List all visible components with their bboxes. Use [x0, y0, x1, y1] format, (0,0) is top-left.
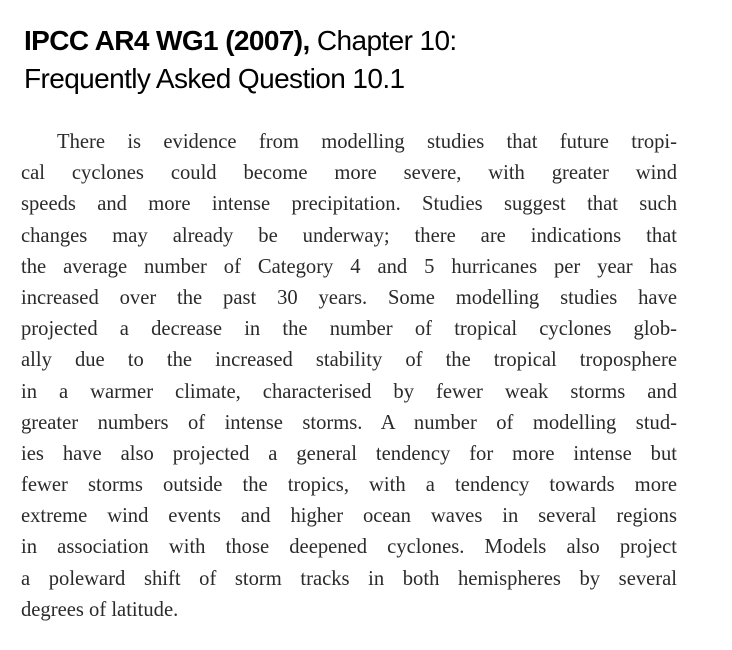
- paragraph-line: fewer storms outside the tropics, with a tendency towards more: [21, 474, 677, 497]
- title-chapter: Chapter 10:: [309, 25, 457, 56]
- paragraph-line: increased over the past 30 years. Some modelling studies have: [21, 286, 677, 309]
- paragraph-line: in association with those deepened cyclones. Models also project: [21, 536, 677, 559]
- paragraph-line: There is evidence from modelling studies that future tropi-: [57, 131, 677, 153]
- paragraph-line: speeds and more intense precipitation. Studies suggest that such: [21, 193, 677, 216]
- paragraph-line: degrees of latitude.: [21, 598, 179, 621]
- title-source: IPCC AR4 WG1 (2007),: [24, 25, 310, 56]
- paragraph-line: the average number of Category 4 and 5 hurricanes per year has: [21, 255, 677, 278]
- paragraph-line: cal cyclones could become more severe, with greater wind: [21, 162, 677, 185]
- paragraph-line: a poleward shift of storm tracks in both hemispheres by several: [21, 567, 677, 590]
- paragraph-line: greater numbers of intense storms. A number of modelling stud-: [21, 411, 677, 434]
- paragraph-line: projected a decrease in the number of tropical cyclones glob-: [21, 318, 677, 341]
- title-line-2: Frequently Asked Question 10.1: [24, 63, 405, 94]
- paragraph-line: extreme wind events and higher ocean waves in several regions: [21, 505, 677, 528]
- faq-paragraph: [21, 127, 677, 626]
- paragraph-line: ally due to the increased stability of the tropical troposphere: [21, 349, 677, 372]
- paragraph-line: in a warmer climate, characterised by fewer weak storms and: [21, 380, 677, 403]
- paragraph-line: changes may already be underway; there are indications that: [21, 224, 677, 247]
- title-line-1: [24, 22, 724, 60]
- page-title: [24, 22, 724, 98]
- paragraph-line: ies have also projected a general tendency for more intense but: [21, 442, 677, 465]
